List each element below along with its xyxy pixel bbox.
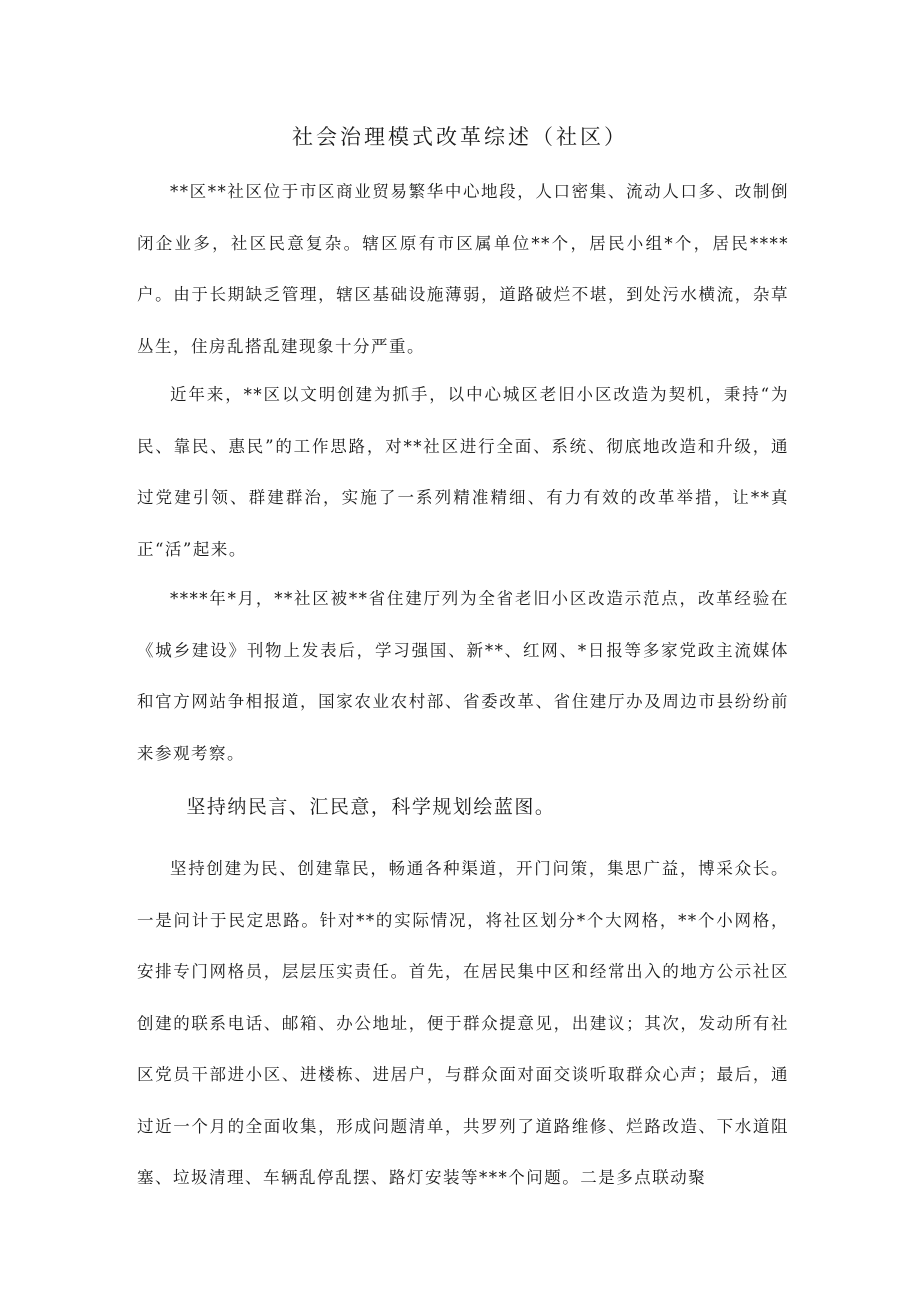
paragraph-2-block <box>137 369 789 575</box>
paragraph-3-block <box>137 573 789 779</box>
section-heading-block <box>137 787 789 827</box>
paragraph-2: 近年来，**区以文明创建为抓手，以中心城区老旧小区改造为契机，秉持“为民、靠民、惠民”的工作思路，对**社区进行全面、系统、彻底地改造和升级，通过党建引领、群建群治，实施了一系列精准精细、有力有效的改革举措，让**真正“活”起来。 <box>137 385 789 559</box>
document-title: 社会治理模式改革综述（社区） <box>292 125 628 149</box>
paragraph-1: **区**社区位于市区商业贸易繁华中心地段，人口密集、流动人口多、改制倒闭企业多，社区民意复杂。辖区原有市区属单位**个，居民小组*个，居民****户。由于长期缺乏管理，辖区基础设施薄弱，道路破烂不堪，到处污水横流，杂草丛生，住房乱搭乱建现象十分严重。 <box>137 182 789 356</box>
section-body-block <box>137 843 789 1204</box>
intro-section <box>137 166 789 372</box>
section-heading: 坚持纳民言、汇民意，科学规划绘蓝图。 <box>186 796 556 818</box>
section-paragraph: 坚持创建为民、创建靠民，畅通各种渠道，开门问策，集思广益，博采众长。一是问计于民定思路。针对**的实际情况，将社区划分*个大网格，**个小网格，安排专门网格员，层层压实责任。首先，在居民集中区和经常出入的地方公示社区创建的联系电话、邮箱、办公地址，便于群众提意见，出建议；其次，发动所有社区党员干部进小区、进楼栋、进居户，与群众面对面交谈听取群众心声；最后，通过近一个月的全面收集，形成问题清单，共罗列了道路维修、烂路改造、下水道阻塞、垃圾清理、车辆乱停乱摆、路灯安装等***个问题。二是多点联动聚 <box>137 859 789 1187</box>
paragraph-3: ****年*月，**社区被**省住建厅列为全省老旧小区改造示范点，改革经验在《城乡建设》刊物上发表后，学习强国、新**、红网、*日报等多家党政主流媒体和官方网站争相报道，国家农业农村部、省委改革、省住建厅办及周边市县纷纷前来参观考察。 <box>137 589 789 763</box>
